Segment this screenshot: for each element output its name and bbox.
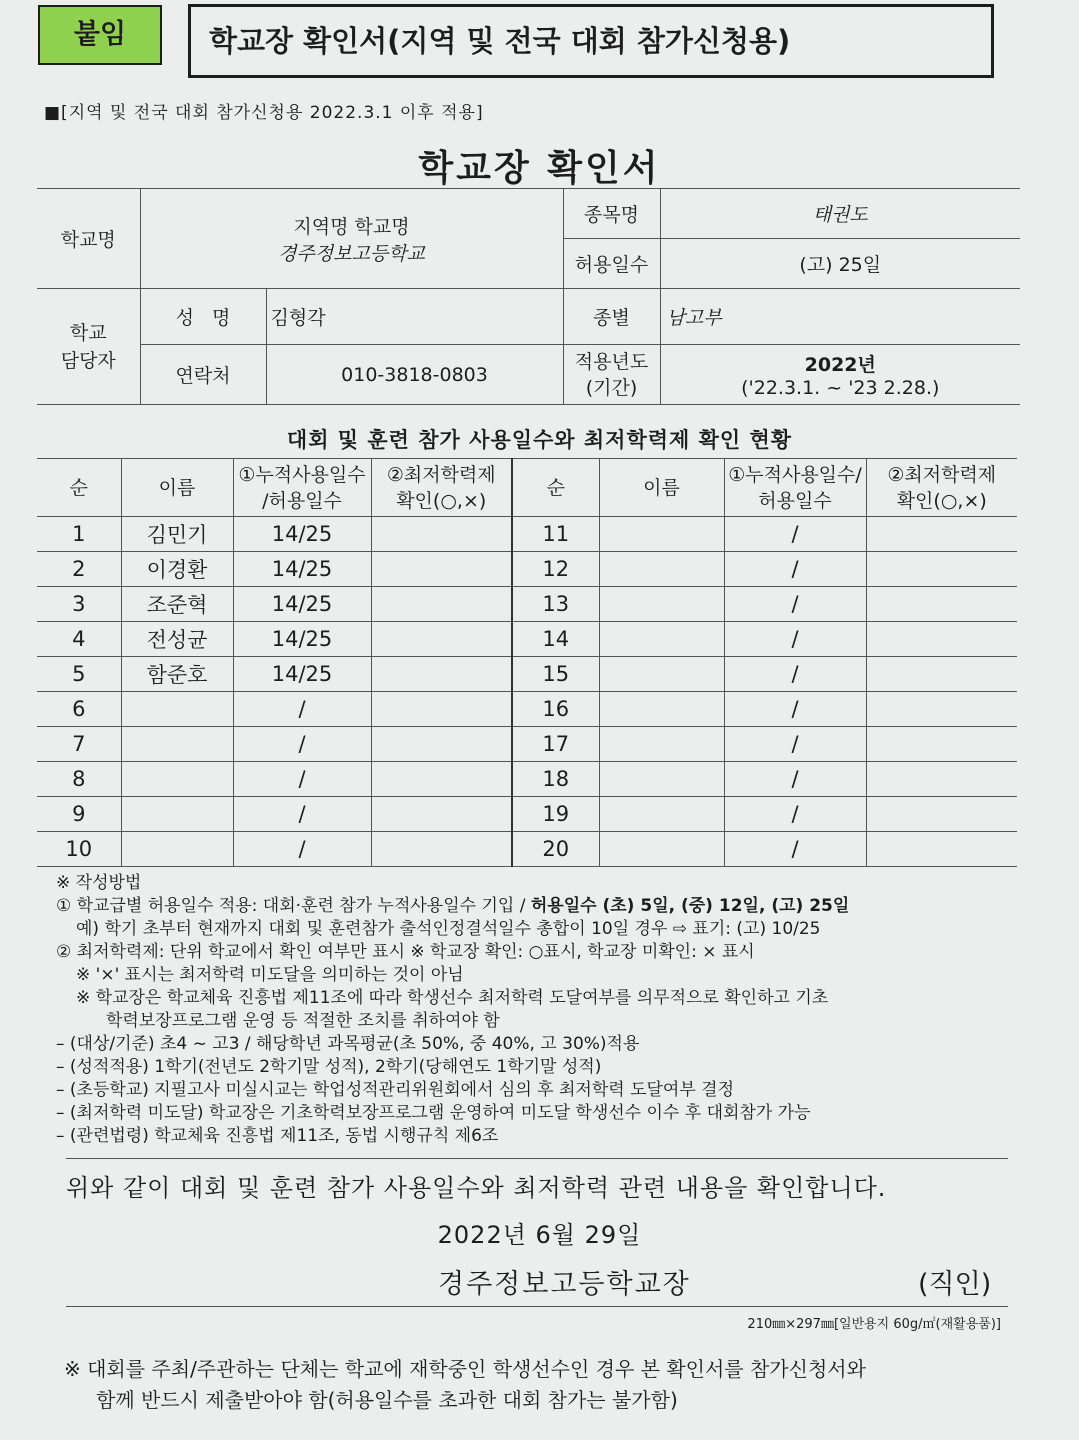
period-cell <box>660 345 1020 405</box>
detail-3: – (초등학교) 지필고사 미실시교는 학업성적관리위원회에서 심의 후 최저학력 도달여부 결정 <box>56 1080 735 1100</box>
student-no: 16 <box>512 692 599 727</box>
student-name <box>599 797 724 832</box>
applicability-note: ■[지역 및 전국 대회 참가신청용 2022.3.1 이후 적용] <box>44 103 484 123</box>
note-2: ② 최저학력제: 단위 학교에서 확인 여부만 표시 ※ 학교장 확인: ○표시, 학교장 미확인: × 표시 <box>56 942 755 962</box>
sport-label: 종목명 <box>563 189 660 239</box>
student-check <box>866 517 1017 552</box>
year-value: 2022년 <box>804 354 876 376</box>
col-name-left: 이름 <box>121 459 233 517</box>
detail-5: – (관련법령) 학교체육 진흥법 제11조, 동법 시행규칙 제6조 <box>56 1126 499 1146</box>
student-days: / <box>724 692 866 727</box>
footer-line-2: 함께 반드시 제출받아야 함(허용일수를 초과한 대회 참가는 불가함) <box>96 1388 678 1412</box>
sport-value: 태권도 <box>660 189 1020 239</box>
student-days: / <box>233 692 371 727</box>
student-name <box>121 692 233 727</box>
student-check <box>371 832 512 867</box>
student-name <box>599 762 724 797</box>
name-label: 성 명 <box>140 289 266 345</box>
student-days: / <box>724 727 866 762</box>
page-title: 학교장 확인서 <box>418 148 661 189</box>
student-name <box>599 517 724 552</box>
student-days: / <box>724 832 866 867</box>
divider <box>66 1306 1008 1307</box>
student-no: 4 <box>37 622 121 657</box>
student-no: 1 <box>37 517 121 552</box>
student-check <box>866 657 1017 692</box>
student-no: 12 <box>512 552 599 587</box>
student-no: 3 <box>37 587 121 622</box>
note-1-example: 예) 학기 초부터 현재까지 대회 및 훈련참가 출석인정결석일수 총합이 10일 경우 ⇨ 표기: (고) 10/25 <box>76 919 821 939</box>
notes-heading: ※ 작성방법 <box>56 873 142 893</box>
table-row <box>37 692 1017 727</box>
section-title: 대회 및 훈련 참가 사용일수와 최저학력제 확인 현황 <box>286 428 793 452</box>
student-check <box>866 692 1017 727</box>
contact-label: 연락처 <box>140 345 266 405</box>
table-row <box>37 832 1017 867</box>
student-no: 7 <box>37 727 121 762</box>
student-name <box>599 692 724 727</box>
student-no: 6 <box>37 692 121 727</box>
student-days: / <box>724 797 866 832</box>
student-days: / <box>724 587 866 622</box>
issue-date: 2022년 6월 29일 <box>437 1221 642 1249</box>
contact-value: 010-3818-0803 <box>266 345 563 405</box>
student-check <box>371 552 512 587</box>
student-no: 18 <box>512 762 599 797</box>
student-no: 5 <box>37 657 121 692</box>
student-days: / <box>724 552 866 587</box>
table-row <box>37 517 1017 552</box>
student-days: / <box>233 832 371 867</box>
student-days: / <box>233 727 371 762</box>
col-check-right: ②최저학력제 확인(○,×) <box>866 459 1017 517</box>
gender-label: 종별 <box>563 289 660 345</box>
note-2-sub: ※ '×' 표시는 최저학력 미도달을 의미하는 것이 아님 <box>76 965 464 985</box>
student-days: 14/25 <box>233 552 371 587</box>
staff-name: 김형각 <box>266 289 563 345</box>
student-days: / <box>233 797 371 832</box>
student-name <box>599 657 724 692</box>
student-days: / <box>724 517 866 552</box>
student-no: 15 <box>512 657 599 692</box>
student-no: 17 <box>512 727 599 762</box>
student-days: / <box>724 657 866 692</box>
student-no: 11 <box>512 517 599 552</box>
school-name: 경주정보고등학교 <box>278 242 425 265</box>
instructions <box>56 872 1016 1148</box>
student-check <box>371 587 512 622</box>
student-check <box>866 832 1017 867</box>
student-no: 9 <box>37 797 121 832</box>
table-row <box>37 552 1017 587</box>
student-no: 20 <box>512 832 599 867</box>
student-check <box>371 762 512 797</box>
table-row <box>37 587 1017 622</box>
student-check <box>866 762 1017 797</box>
student-days: 14/25 <box>233 622 371 657</box>
student-no: 14 <box>512 622 599 657</box>
detail-4: – (최저학력 미도달) 학교장은 기초학력보장프로그램 운영하여 미도달 학생선수 이수 후 대회참가 가능 <box>56 1103 811 1123</box>
paper-spec: 210㎜×297㎜[일반용지 60g/㎡(재활용품)] <box>747 1317 1001 1332</box>
student-name <box>599 622 724 657</box>
student-check <box>866 622 1017 657</box>
student-no: 13 <box>512 587 599 622</box>
student-name <box>121 727 233 762</box>
student-days: 14/25 <box>233 517 371 552</box>
student-no: 19 <box>512 797 599 832</box>
school-sub: 지역명 학교명 <box>293 215 410 238</box>
table-row <box>37 727 1017 762</box>
detail-2: – (성적적용) 1학기(전년도 2학기말 성적), 2학기(당해연도 1학기말 성적) <box>56 1057 602 1077</box>
col-check-left: ②최저학력제 확인(○,×) <box>371 459 512 517</box>
student-name <box>599 727 724 762</box>
document-title: 학교장 확인서(지역 및 전국 대회 참가신청용) <box>188 4 994 78</box>
allowed-days-label: 허용일수 <box>563 239 660 289</box>
student-check <box>371 692 512 727</box>
students-table <box>37 458 1017 867</box>
note-2-law-cont: 학력보장프로그램 운영 등 적절한 조치를 취하여야 함 <box>106 1011 500 1031</box>
table-row <box>37 657 1017 692</box>
note-1 <box>56 895 1016 918</box>
allowed-days-value: (고) 25일 <box>660 239 1020 289</box>
col-days-left: ①누적사용일수 /허용일수 <box>233 459 371 517</box>
student-days: 14/25 <box>233 587 371 622</box>
student-check <box>371 622 512 657</box>
student-days: / <box>724 622 866 657</box>
school-label: 학교명 <box>37 189 140 289</box>
col-no-left: 순 <box>37 459 121 517</box>
student-name <box>121 832 233 867</box>
col-no-right: 순 <box>512 459 599 517</box>
note-1-text: ① 학교급별 허용일수 적용: 대회·훈련 참가 누적사용일수 기입 / <box>56 896 531 916</box>
student-name: 함준호 <box>121 657 233 692</box>
school-cell <box>140 189 563 289</box>
student-check <box>866 552 1017 587</box>
table-row <box>37 622 1017 657</box>
student-name <box>121 797 233 832</box>
table-row <box>37 762 1017 797</box>
staff-label: 학교 담당자 <box>37 289 140 405</box>
attachment-badge: 붙임 <box>38 5 162 65</box>
student-name: 전성균 <box>121 622 233 657</box>
principal-signature: 경주정보고등학교장 <box>438 1269 691 1300</box>
student-check <box>866 797 1017 832</box>
gender-value: 남고부 <box>660 289 1020 345</box>
student-name: 김민기 <box>121 517 233 552</box>
student-check <box>866 587 1017 622</box>
student-name <box>121 762 233 797</box>
student-no: 10 <box>37 832 121 867</box>
student-name <box>599 552 724 587</box>
period-value: ('22.3.1. ~ '23 2.28.) <box>741 377 940 399</box>
student-check <box>866 727 1017 762</box>
note-1-bold: 허용일수 (초) 5일, (중) 12일, (고) 25일 <box>530 896 850 916</box>
confirmation-text: 위와 같이 대회 및 훈련 참가 사용일수와 최저학력 관련 내용을 확인합니다. <box>66 1174 887 1202</box>
col-days-right: ①누적사용일수/ 허용일수 <box>724 459 866 517</box>
student-check <box>371 517 512 552</box>
student-name: 이경환 <box>121 552 233 587</box>
student-name <box>599 832 724 867</box>
footer-line-1: ※ 대회를 주최/주관하는 단체는 학교에 재학중인 학생선수인 경우 본 확인서를 참가신청서와 <box>64 1357 866 1381</box>
student-check <box>371 727 512 762</box>
student-no: 2 <box>37 552 121 587</box>
period-label: 적용년도 (기간) <box>563 345 660 405</box>
student-days: 14/25 <box>233 657 371 692</box>
student-check <box>371 797 512 832</box>
student-name: 조준혁 <box>121 587 233 622</box>
table-row <box>37 797 1017 832</box>
divider <box>66 1158 1008 1159</box>
col-name-right: 이름 <box>599 459 724 517</box>
detail-1: – (대상/기준) 초4 ~ 고3 / 해당학년 과목평균(초 50%, 중 40%, 고 30%)적용 <box>56 1034 640 1054</box>
student-days: / <box>724 762 866 797</box>
note-2-law: ※ 학교장은 학교체육 진흥법 제11조에 따라 학생선수 최저학력 도달여부를 의무적으로 확인하고 기초 <box>76 988 829 1008</box>
student-no: 8 <box>37 762 121 797</box>
official-seal: (직인) <box>918 1269 992 1300</box>
student-days: / <box>233 762 371 797</box>
student-name <box>599 587 724 622</box>
info-table <box>37 188 1020 405</box>
footer-note <box>64 1354 1024 1416</box>
student-check <box>371 657 512 692</box>
